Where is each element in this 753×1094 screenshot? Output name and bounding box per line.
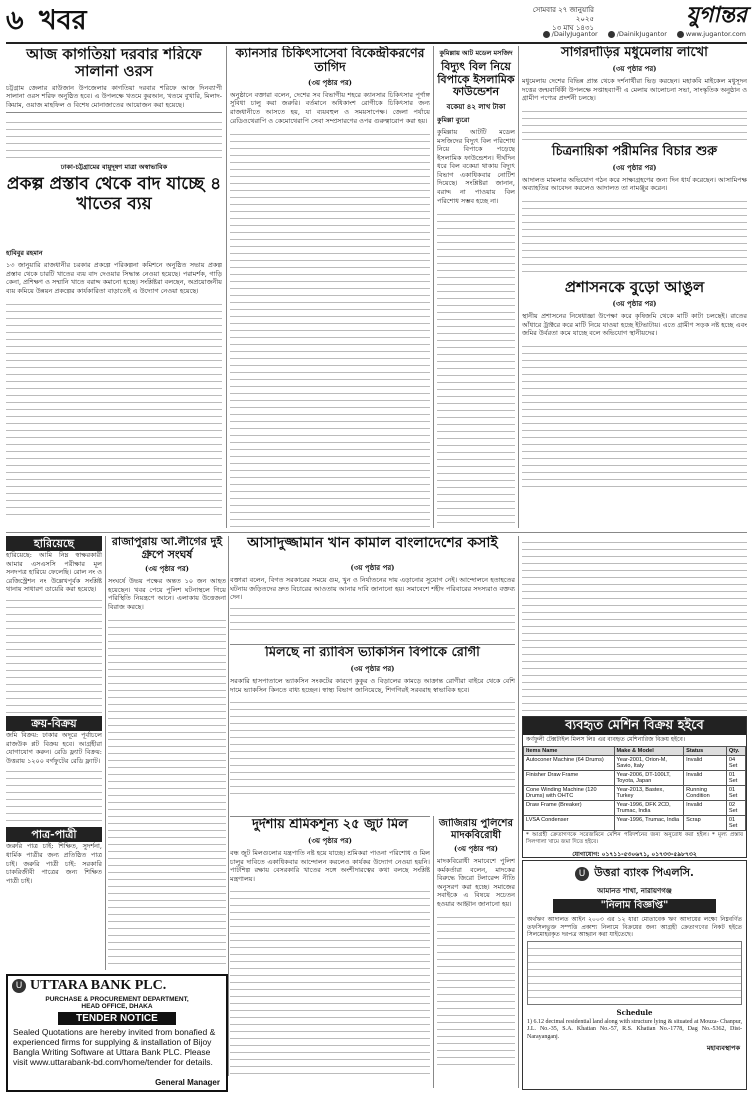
article-body: আদালত মামলার অভিযোগ গঠন করে সাক্ষ্যগ্রহণের জন্য দিন ধার্য করেছেন। আসামিপক্ষ অব্যাহতির আবেদন করলেও আদালত তা নামঞ্জুর করেন।: [522, 175, 747, 193]
article-filler: [522, 340, 747, 490]
article-column-right: [522, 46, 747, 528]
table-row: Autoconer Machine (64 Drums) Year-2001, Orion-M, Savio, Italy Invalid 04 Set: [524, 755, 746, 770]
auction-bank-name: উত্তরা ব্যাংক পিএলসি.: [594, 866, 694, 879]
tender-office: HEAD OFFICE, DHAKA: [81, 1003, 153, 1010]
article-filler: [108, 614, 226, 970]
article-filler: [230, 128, 430, 528]
article-headline: প্রশাসনকে বুড়ো আঙুল: [564, 277, 705, 296]
globe-icon: [677, 31, 684, 38]
table-row: Cone Winding Machine (120 Drums) with OHTC Year-2013, Bastex, Turkey Running Condition 01 Set: [524, 785, 746, 800]
article-body: বন্ধ জুট মিলগুলোর যন্ত্রপাতি নষ্ট হয়ে যাচ্ছে। শ্রমিকরা পাওনা পরিশোধ ও মিল চালুর দাবিতে একাধিকবার আন্দোলন করলেও কার্যকর উদ্যোগ নেওয়া হয়নি। পাটশিল্প রক্ষায় বেসরকারি খাতের সঙ্গে অংশীদারত্বের কথা বলছে সংশ্লিষ্ট মন্ত্রণালয়।: [230, 848, 430, 883]
article-headline: আজ কাগতিয়া দরবার শরিফে সালানা ওরস: [26, 46, 202, 81]
auction-notice: [522, 860, 747, 1090]
article-sagor: [522, 46, 747, 141]
article-body: চট্টগ্রাম জেলার রাউজান উপজেলার কাগতিয়া দরবার শরিফে আজ দিনব্যাপী সালানা ওরস শরিফ অনুষ্ঠিত হবে। এ উপলক্ষে খতমে কুরআন, খতমে বুখারি, মিলাদ-কিয়াম, ওয়াজ মাহফিল ও বিশেষ মোনাজাতের আয়োজন করা হয়েছে।: [6, 83, 222, 109]
date-line-1: সোমবার ২৭ জানুয়ারি ২০২৫: [532, 6, 594, 23]
article-headline: জাজিরায় পুলিশের মাদকবিরোধী: [439, 818, 513, 841]
page-heading: [6, 4, 87, 38]
article-subhead: (৩য় পৃষ্ঠার পর): [145, 564, 189, 574]
article-subhead: (৩য় পৃষ্ঠার পর): [350, 563, 395, 572]
tender-title: TENDER NOTICE: [58, 1012, 176, 1025]
article-bidyut: [437, 46, 515, 528]
article-body: মাদকবিরোধী সমাবেশে পুলিশ কর্মকর্তারা বলেন, মাদকের বিরুদ্ধে জিরো টলারেন্স নীতি অনুসরণ করা হচ্ছে। সমাজের সবাইকে এ বিষয়ে সচেতন হওয়ার আহ্বান জানানো হয়।: [437, 857, 515, 908]
article-subhead: বকেয়া ৪২ লাখ টাকা: [446, 101, 506, 111]
classified-text-lost: হারিয়েছে: আমি নিম্ন স্বাক্ষরকারী আমার এসএসসি পরীক্ষার মূল সনদপত্র হারিয়ে ফেলেছি। রোল নং ও রেজিস্ট্রেশন নং উল্লেখপূর্বক সংশ্লিষ্ট থানায় সাধারণ ডায়েরি করা হয়েছে।: [6, 551, 102, 594]
article-filler: [437, 208, 515, 528]
article-filler: [230, 885, 430, 1075]
article-body: সংঘর্ষে উভয় পক্ষের অন্তত ১০ জন আহত হয়েছেন। খবর পেয়ে পুলিশ ঘটনাস্থলে গিয়ে পরিস্থিতি নিয়ন্ত্রণে আনে। এলাকায় উত্তেজনা বিরাজ করছে।: [108, 577, 226, 612]
article-subhead: (৩য় পৃষ্ঠার পর): [612, 162, 657, 172]
article-filler: [6, 116, 222, 160]
twitter-icon: [608, 31, 615, 38]
classified-filler: [6, 765, 102, 825]
article-body: অনুষ্ঠানে বক্তারা বলেন, দেশের সব বিভাগীয় শহরে ক্যানসার চিকিৎসার পূর্ণাঙ্গ সুবিধা চালু করা জরুরি। বর্তমানে অধিকাংশ রোগীকে চিকিৎসার জন্য রাজধানীতে আসতে হয়, যা ব্যয়বহুল ও সময়সাপেক্ষ। জেলা পর্যায়ে রেডিওথেরাপি ও কেমোথেরাপি সেবা সম্প্রসারণের ওপর গুরুত্বারোপ করা হয়।: [230, 90, 430, 125]
facebook-icon: [543, 31, 550, 38]
section-title: খবর: [38, 5, 87, 36]
article-subhead: (৩য় পৃষ্ঠার পর): [308, 835, 352, 845]
machine-sale-ad: [522, 716, 747, 858]
classified-filler: [6, 594, 102, 714]
table-header: Status: [684, 746, 727, 755]
classified-heading-sale: ক্রয়-বিক্রয়: [6, 716, 102, 731]
article-jajira: [437, 818, 515, 1088]
auction-signature: মহাব্যবস্থাপক: [706, 1044, 740, 1052]
classified-heading-lost: হারিয়েছে: [6, 536, 102, 551]
article-body: মধুমেলায় দেশের বিভিন্ন প্রান্ত থেকে দর্শনার্থীরা ভিড় করছেন। মহাকবি মাইকেল মধুসূদন দত্তের জন্মবার্ষিকী উপলক্ষে সপ্তাহব্যাপী এ মেলায় আলোচনা সভা, সাংস্কৃতিক অনুষ্ঠান ও গ্রামীণ পণ্যের প্রদর্শনী চলছে।: [522, 76, 747, 103]
tender-bank-header: [8, 976, 226, 996]
article-headline: মিলছে না র‌্যাবিস ভ্যাকসিন বিপাকে রোগী: [265, 646, 480, 660]
tender-body: Sealed Quotations are hereby invited from bonafied & experienced firms for supplying & installation of Bijoy Bangla Writing Software at Uttara Bank PLC. Please visit www.uttarabank-bd.com/home/tender for details.: [13, 1027, 216, 1067]
date-line-2: ১৩ মাঘ ১৪৩১: [552, 24, 594, 32]
article-asad-header: [230, 535, 515, 559]
article-cancer: [230, 46, 430, 528]
article-body: সরকারি হাসপাতালে ভ্যাকসিন সংকটের কারণে কুকুর ও বিড়ালের কামড়ে আক্রান্ত রোগীরা বাইরে থেকে বেশি দামে ভ্যাকসিন কিনতে বাধ্য হচ্ছেন। স্বাস্থ্য বিভাগ জানিয়েছে, শিগগিরই সরবরাহ স্বাভাবিক হবে।: [230, 676, 515, 694]
machine-sale-notes: * আগ্রহী ক্রেতাগণকে সরেজমিনে মেশিন পরিদর্শনের জন্য অনুরোধ করা হইল। * মূল্য প্রস্তাব সিলগালা খামে জমা দিতে হইবে।: [526, 831, 743, 845]
newspaper-logo: যুগান্তর: [686, 2, 747, 28]
article-headline: সাগরদাঁড়ির মধুমেলায় লাখো: [561, 46, 708, 60]
article-jute: [230, 818, 430, 1088]
article-subhead: (৩য় পৃষ্ঠার পর): [350, 663, 395, 673]
auction-bank-header: [523, 863, 746, 883]
table-row: LVSA Condenser Year-1996, Trumac, India Scrap 01 Set: [524, 815, 746, 830]
auction-branch: আমানত শাখা, নারায়ণগঞ্জ: [597, 886, 672, 895]
article-chitra: [522, 145, 747, 275]
article-filler: [230, 602, 515, 632]
article-filler: [522, 195, 747, 275]
article-body: ১৩ জানুয়ারি রাজধানীর চরকার প্রকল্পে পরিকল্পনা কমিশনে অনুষ্ঠিত সভায় প্রকল্প প্রস্তাব থেকে চারটি খাতের ব্যয় বাদ দেওয়ার সিদ্ধান্ত নেওয়া হয়েছে। পরামর্শক, গাড়ি কেনা, প্রশিক্ষণ ও সম্মানি খাতে বরাদ্দ কমানো হচ্ছে। সংশ্লিষ্টরা বলছেন, অপ্রয়োজনীয় ব্যয় কমিয়ে উন্নয়ন প্রকল্পের কার্যকারিতা বাড়াতেই এ উদ্যোগ নেওয়া হয়েছে।: [6, 261, 222, 295]
masthead: [6, 4, 747, 44]
article-subhead: (৩য় পৃষ্ঠার পর): [612, 63, 657, 73]
machine-sale-intro: কর্ণফুলী টেক্সটাইল মিলস লিঃ এর ব্যবহৃত মেশিনারিজ বিক্রয় হইবে।: [526, 736, 686, 743]
machine-sale-title: ব্যবহৃত মেশিন বিক্রয় হইবে: [523, 717, 746, 735]
article-ors: [6, 46, 222, 246]
social-links: [486, 30, 746, 38]
article-filler: [522, 536, 747, 714]
table-header: Items Name: [524, 746, 615, 755]
article-body: বক্তারা বলেন, বিগত সরকারের সময়ে গুম, খুন ও নির্যাতনের দায় এড়ানোর সুযোগ নেই। আন্দোলনে হতাহতের ঘটনায় জড়িতদের দ্রুত বিচারের আওতায় আনার দাবি জানানো হয়। সমাবেশে শহীদ পরিবারের সদস্যরাও বক্তব্য দেন।: [230, 576, 515, 602]
table-row: Draw Frame (Breaker) Year-1996, DFK 2CD, Trumac, India Invalid 02 Set: [524, 800, 746, 815]
machine-sale-contact: যোগাযোগ: ০১৭১১-৫৩০৬৭১, ০১৭৩৩-৫৯৮৭৩২: [572, 850, 697, 858]
classifieds: [6, 536, 102, 970]
page-number: ৬: [6, 5, 24, 36]
article-headline: ক্যানসার চিকিৎসাসেবা বিকেন্দ্রীকরণের তাগিদ: [235, 46, 425, 75]
article-subhead: (৩য় পৃষ্ঠার পর): [308, 77, 352, 87]
article-kicker: কুমিল্লায় আট মডেল মসজিদ: [439, 49, 513, 57]
facebook-link[interactable]: /DailyJugantor: [543, 30, 598, 38]
website-link[interactable]: www.jugantor.com: [677, 30, 746, 38]
article-body: কুমিল্লায় আটটি মডেল মসজিদের বিদ্যুৎ বিল পরিশোধ নিয়ে বিপাকে পড়েছে ইসলামিক ফাউন্ডেশন। দীর্ঘদিন ধরে বিল বকেয়া থাকায় বিদ্যুৎ বিভাগ একাধিকবার নোটিশ দিয়েছে। সংশ্লিষ্টরা জানান, বরাদ্দ না পাওয়ায় বিল পরিশোধ সম্ভব হচ্ছে না।: [437, 127, 515, 205]
tender-dept: PURCHASE & PROCUREMENT DEPARTMENT,: [45, 996, 189, 1003]
article-rajapur: [108, 536, 226, 970]
tender-bank-name: UTTARA BANK PLC.: [30, 978, 167, 993]
table-header: Make & Model: [614, 746, 684, 755]
auction-schedule: 1) 6.12 decimal residential land along with structure lying & situated at Mouza- Chanpur, J.L. No.-35, S.A. Khatian No.-57, R.S. Khatian No.-1778, Dag No.-5362, Dist- Narayanganj.: [527, 1018, 742, 1040]
article-headline: বিদ্যুৎ বিল নিয়ে বিপাকে ইসলামিক ফাউন্ডেশন: [437, 60, 515, 99]
article-subhead: (৩য় পৃষ্ঠার পর): [454, 844, 498, 853]
article-rabies: [230, 646, 515, 814]
issue-date: [516, 6, 594, 33]
article-filler: [437, 911, 515, 1071]
article-filler: [230, 696, 515, 796]
article-asad: [230, 560, 515, 642]
article-headline: রাজাপুরায় আ.লীগের দুই গ্রুপে সংঘর্ষ: [111, 536, 223, 561]
article-byline: হাবিবুর রহমান: [6, 249, 43, 257]
article-headline: প্রকল্প প্রস্তাব থেকে বাদ যাচ্ছে ৪ খাতের ব্যয়: [6, 174, 222, 214]
article-prosason-cont: [522, 536, 747, 714]
auction-table: [527, 941, 742, 1005]
article-headline: চিত্রনায়িকা পরীমনির বিচার শুরু: [551, 143, 718, 159]
tender-signature: General Manager: [155, 1078, 220, 1087]
article-filler: [522, 105, 747, 141]
table-header: Qty.: [726, 746, 745, 755]
tender-notice: [6, 974, 228, 1092]
machine-table: [523, 746, 746, 831]
table-row: Finisher Draw Frame Year-2006, DT-100LT, Toyota, Japan Invalid 01 Set: [524, 770, 746, 785]
classified-heading-matrimony: পাত্র-পাত্রী: [6, 827, 102, 842]
twitter-link[interactable]: /DainikJugantor: [608, 30, 667, 38]
article-subhead: (৩য় পৃষ্ঠার পর): [612, 299, 657, 309]
classified-text-sale: জমি বিক্রয়: ঢাকার অদূরে পূর্বাচলে রাজউক প্লট বিক্রয় হবে। আগ্রহীরা যোগাযোগ করুন। রেডি ফ্ল্যাট বিক্রয়: উত্তরায় ১২০০ বর্গফুটের রেডি ফ্ল্যাট।: [6, 730, 102, 765]
bank-logo-icon: U: [12, 979, 26, 993]
bank-logo-icon: U: [575, 867, 589, 881]
auction-schedule-title: Schedule: [616, 1007, 653, 1017]
auction-text: অর্থঋণ আদালত আইন ২০০৩ এর ১২ ধারা মোতাবেক ঋণ আদায়ের লক্ষ্যে নিম্নবর্ণিত তফসিলভুক্ত সম্পত্তি প্রকাশ্য নিলামে বিক্রয়ের জন্য আগ্রহী ক্রেতাগণের নিকট হইতে সিলমোহরকৃত দরপত্র আহ্বান করা যাইতেছে।: [527, 916, 742, 939]
classified-text-matrimony: জরুরি পাত্র চাই: শিক্ষিত, সুদর্শনা, ধার্মিক পাত্রীর জন্য প্রতিষ্ঠিত পাত্র চাই। জরুরি পাত্রী চাই: সরকারি চাকরিজীবী পাত্রের জন্য শিক্ষিত পাত্রী চাই।: [6, 842, 102, 885]
article-filler: [6, 298, 222, 518]
article-prokolpo: [6, 246, 222, 528]
auction-title: "নিলাম বিজ্ঞপ্তি": [553, 899, 716, 913]
article-byline: কুমিল্লা ব্যুরো: [437, 115, 470, 124]
article-body: স্থানীয় প্রশাসনের নিষেধাজ্ঞা উপেক্ষা করে কৃষিজমি থেকে মাটি কাটা চলছেই। রাতের আঁধারে ট্রাক্টরে করে মাটি নিয়ে যাওয়া হচ্ছে ইটভাটায়। এতে গ্রামীণ সড়ক নষ্ট হচ্ছে এবং জমির উর্বরতা কমে যাচ্ছে বলে অভিযোগ স্থানীয়দের।: [522, 312, 747, 338]
article-headline: দুর্দশায় শ্রমিকশূন্য ২৫ জুট মিল: [252, 818, 408, 832]
article-prosason: [522, 279, 747, 490]
article-footer: ঢাকা-চট্টগ্রামের বায়ুদূষণ মাত্রা অস্বাভাবিক: [60, 163, 168, 172]
article-headline: আসাদুজ্জামান খান কামাল বাংলাদেশের কসাই: [247, 535, 498, 551]
